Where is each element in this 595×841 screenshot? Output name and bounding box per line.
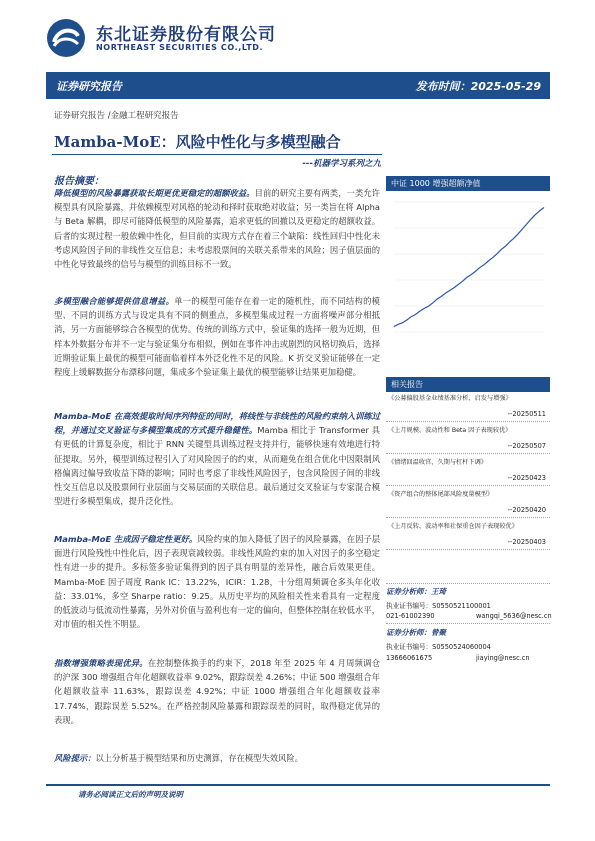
divider xyxy=(386,421,550,422)
related-report-link[interactable]: 《上月规模、波动性和 Beta 因子表现较优》 xyxy=(388,427,512,434)
analyst-phone: 021-61002390 xyxy=(386,612,435,620)
summary-heading: 报告摘要： xyxy=(54,176,104,187)
summary-paragraph xyxy=(54,294,380,379)
paragraph-lead: 指数增强策略表现优异。 xyxy=(54,658,148,668)
summary-paragraph xyxy=(54,409,380,508)
divider xyxy=(386,485,550,486)
related-report-date: --20250507 xyxy=(507,442,546,450)
related-report-link[interactable]: 《情绪回温收官，久期与杠杆下调》 xyxy=(388,459,487,466)
risk-warning xyxy=(54,751,380,765)
related-report-link[interactable]: 《公募偏股基金业绩基准分析、启发与增强》 xyxy=(388,395,512,402)
report-type-label: 证券研究报告 xyxy=(56,80,122,93)
analyst-cert: 执业证书编号：S0550521100001 xyxy=(386,602,491,610)
related-report-date: --20250420 xyxy=(507,506,546,514)
divider xyxy=(386,583,550,584)
analyst-email[interactable]: wangqi_5636@nesc.cn xyxy=(476,612,552,620)
risk-body: 以上分析基于模型结果和历史测算，存在模型失效风险。 xyxy=(95,753,303,763)
series-subtitle: ---机器学习系列之九 xyxy=(302,159,381,169)
footer-disclaimer: 请务必阅读正文后的声明及说明 xyxy=(78,790,183,799)
summary-paragraph xyxy=(54,532,380,631)
related-report-link[interactable]: 《上月反转、波动率和社保重仓因子表现较优》 xyxy=(388,523,518,530)
breadcrumb: 证券研究报告 /金融工程研究报告 xyxy=(54,111,179,121)
analyst-cert: 执业证书编号：S0550524060004 xyxy=(386,643,491,651)
company-name-en: NORTHEAST SECURITIES CO.,LTD. xyxy=(96,43,264,52)
paragraph-body: Mamba 相比于 Transformer 具有更低的计算复杂度，相比于 RNN 关键型具训练过程支持并行，能够快速有效地进行特征提取。另外，模型训练过程引入了对风险因子的约束，从而避免在组合优化中因限制风格偏离过偏导致收益下降的影响；同时也考虑了非线性风险因子，包含风险因子间的非线性交互信息以及股票间行业层面与交易层面的关联信息。最后通过交叉验证与专家混合模型进行多模型集成，提升泛化性。 xyxy=(54,425,380,507)
related-report-link[interactable]: 《资产组合的整体尾部风险度量模型》 xyxy=(388,491,494,498)
paragraph-lead: 降低模型的风险暴露获取长期更优更稳定的超额收益。 xyxy=(54,188,255,198)
analyst-name: 证券分析师：王琦 xyxy=(386,587,446,596)
divider xyxy=(386,453,550,454)
summary-paragraph xyxy=(54,186,380,271)
title-divider xyxy=(52,154,382,155)
divider xyxy=(386,549,550,550)
paragraph-lead: Mamba-MoE 在高效提取时间序列特征的同时，将线性与非线性的风险约束纳入训练过程，并通过交叉验证与多模型集成的方式提升稳健性。 xyxy=(54,411,380,436)
summary-paragraph xyxy=(54,656,380,727)
footer-divider xyxy=(46,784,550,786)
paragraph-lead: Mamba-MoE 生成因子稳定性更好。 xyxy=(54,534,198,544)
related-report-date: --20250511 xyxy=(507,410,546,418)
related-report-date: --20250403 xyxy=(507,538,546,546)
divider xyxy=(386,623,550,624)
risk-lead: 风险提示： xyxy=(54,753,96,763)
company-name-cn: 东北证券股份有限公司 xyxy=(96,25,276,45)
publish-date-label: 发布时间：2025-05-29 xyxy=(415,80,541,93)
paragraph-body: 在控制整体换手的约束下，2018 年至 2025 年 4 月周频调仓的沪深 300 增强组合年化超额收益率 9.02%，跟踪误差 4.26%；中证 500 增强组合年化超额收益率 11.63%，跟踪误差 4.92%；中证 1000 增强组合年化超额收益率 17.74%，跟踪误差 5.52%。在严格控制风险暴露和跟踪误差的同时，取得稳定优异的表现。 xyxy=(54,658,380,725)
analyst-name: 证券分析师：曾聚 xyxy=(386,628,446,637)
analyst-email[interactable]: jiaying@nesc.cn xyxy=(476,654,530,662)
paragraph-body: 目前的研究主要有两类，一类允许模型具有风险暴露，并依赖模型对风格的轮动和择时获取绝对收益；另一类旨在将 Alpha 与 Beta 解耦，即尽可能降低模型的风险暴露，追求更低的回撤以及更稳定的超额收益。后者的实现过程一般依赖中性化，但目前的实现方式存在着三个缺陷：线性回归中性化未考虑风险因子间的非线性交互信息；未考虑股票间的关联关系带来的风险；因子值层面的中性化导致最终的信号与模型的训练目标不一致。 xyxy=(54,188,380,270)
related-reports-heading: 相关报告 xyxy=(386,377,550,392)
paragraph-lead: 多模型融合能够提供信息增益。 xyxy=(54,296,175,306)
paragraph-body: 风险约束的加入降低了因子的风险暴露，在因子层面进行风险残性中性化后，因子表现衰减较弱。非线性风险约束的加入对因子的多空稳定性有进一步的提升。多标签多验证集得到的因子具有明显的差异性，融合后效果更佳。Mamba-MoE 因子周度 Rank IC：13.22%，ICIR：1.28，十分组周频调仓多头年化收益：33.01%，多空 Sharpe ratio：9.25。从历史平均的风险相关性来看具有一定程度的低波动与低流动性暴露，另外对价值与盈利也有一定的偏向，但整体控制在较低水平，对市值的相关性不明显。 xyxy=(54,534,380,630)
page-title: Mamba-MoE：风险中性化与多模型融合 xyxy=(54,133,341,151)
excess-nav-chart xyxy=(386,192,550,342)
related-report-date: --20250423 xyxy=(507,474,546,482)
paragraph-body: 单一的模型可能存在着一定的随机性，而不同结构的模型、不同的训练方式与设定具有不同的侧重点，多模型集成过程一方面将噪声部分相抵消，另一方面能够综合各模型的优势。传统的训练方式中，验证集的选择一般为近期，但样本外数据分布并不一定与验证集分布相似，例如在事件冲击或剧烈的风格切换后，选择近期验证集上最优的模型可能面临着样本外泛化性不足的风险。K 折交叉验证能够在一定程度上缓解数据分布漂移问题，集成多个验证集上最优的模型能够让结果更加稳健。 xyxy=(54,296,380,378)
company-logo-icon xyxy=(46,18,86,58)
divider xyxy=(386,517,550,518)
chart-panel-heading: 中证 1000 增强超额净值 xyxy=(386,176,550,191)
analyst-phone: 13666061675 xyxy=(386,654,433,662)
